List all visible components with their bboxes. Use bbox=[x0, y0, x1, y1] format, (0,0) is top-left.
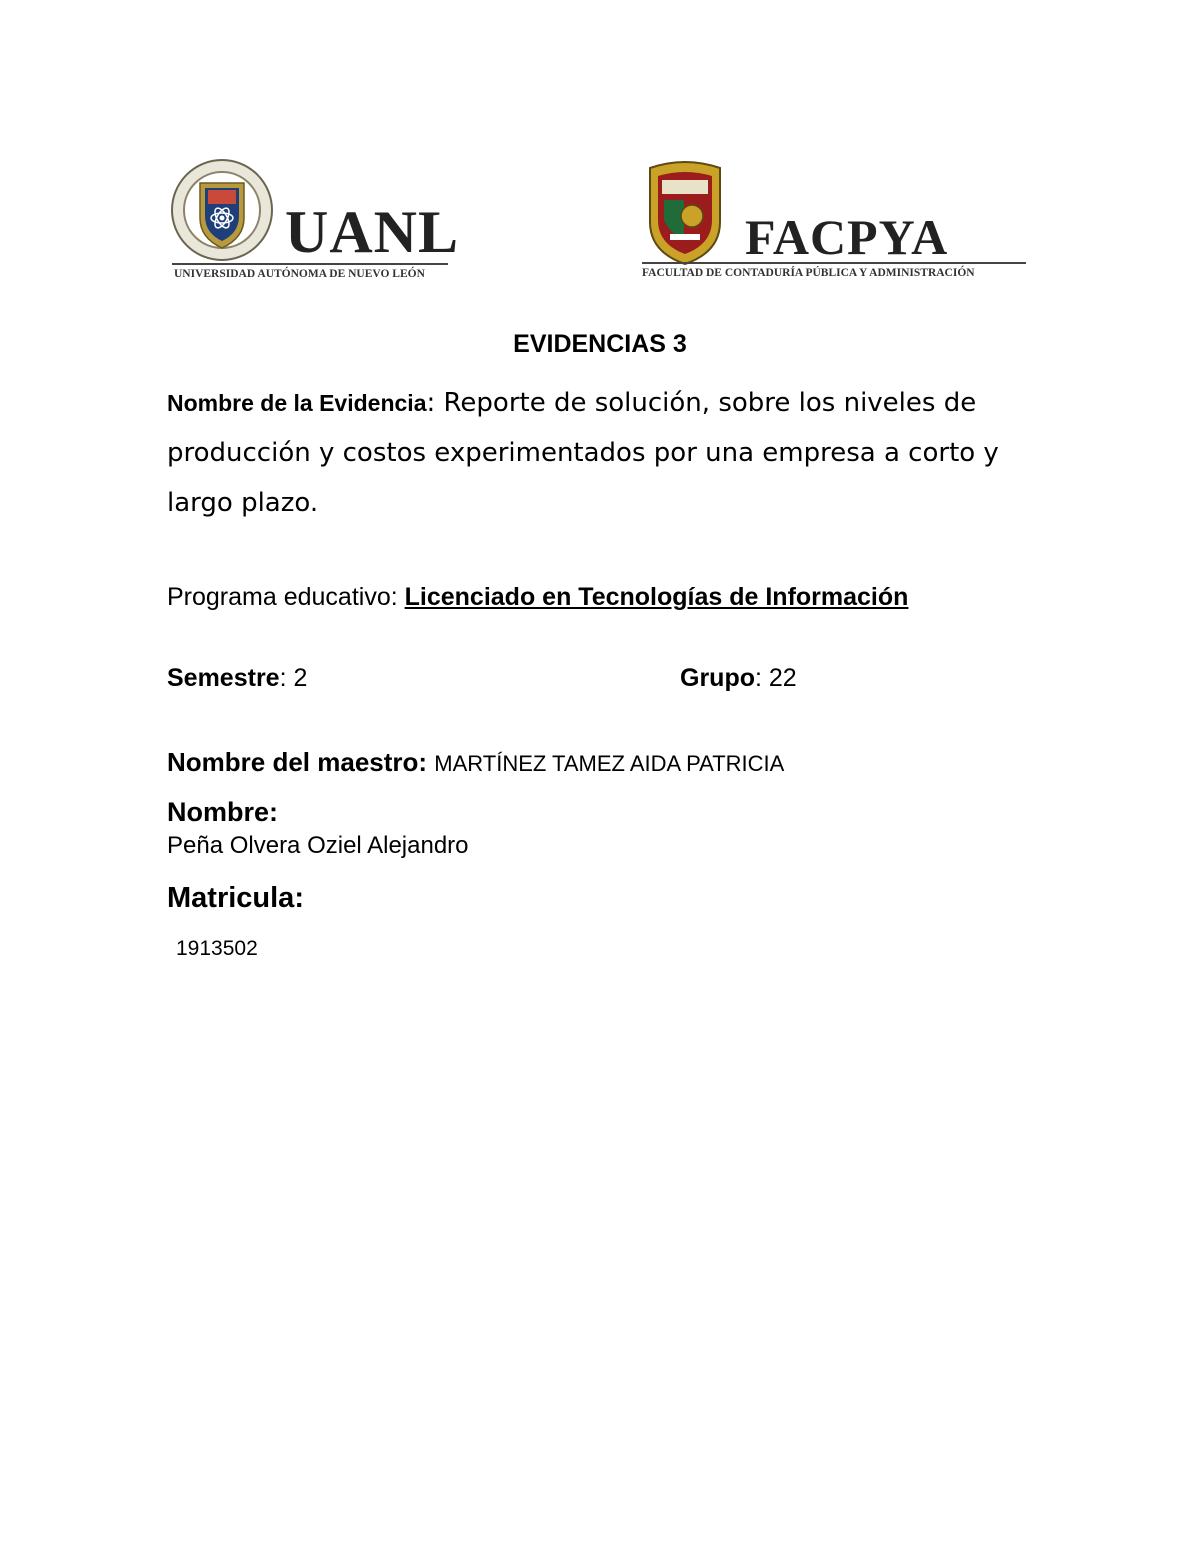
programa-value: Licenciado en Tecnologías de Información bbox=[404, 583, 909, 611]
facpya-divider bbox=[642, 262, 1026, 264]
uanl-subtitle: UNIVERSIDAD AUTÓNOMA DE NUEVO LEÓN bbox=[174, 268, 425, 280]
evidence-colon: : bbox=[426, 388, 436, 418]
grupo bbox=[680, 664, 797, 693]
grupo-label: Grupo bbox=[680, 664, 755, 692]
programa-educativo bbox=[167, 583, 908, 612]
uanl-logo bbox=[170, 158, 460, 288]
nombre-value: Peña Olvera Oziel Alejandro bbox=[167, 832, 469, 859]
facpya-logo bbox=[640, 160, 1030, 285]
semestre-value: : 2 bbox=[279, 664, 308, 692]
facpya-subtitle: FACULTAD DE CONTADURÍA PÚBLICA Y ADMINISTRACIÓN bbox=[642, 267, 975, 279]
uanl-divider bbox=[172, 263, 448, 265]
evidence-text: Reporte de solución, sobre los niveles de producción y costos experimentados por una empresa a corto y largo plazo. bbox=[167, 388, 999, 518]
semestre-label: Semestre bbox=[167, 664, 280, 692]
uanl-wordmark: UANL bbox=[285, 199, 460, 265]
maestro-label: Nombre del maestro: bbox=[167, 747, 435, 777]
programa-label: Programa educativo: bbox=[167, 583, 405, 611]
matricula-value: 1913502 bbox=[176, 937, 258, 960]
document-title: EVIDENCIAS 3 bbox=[513, 330, 687, 358]
grupo-value: : 22 bbox=[755, 664, 797, 692]
evidence-label: Nombre de la Evidencia bbox=[167, 390, 427, 416]
semestre bbox=[167, 664, 307, 693]
maestro-value: MARTÍNEZ TAMEZ AIDA PATRICIA bbox=[434, 751, 785, 776]
evidence-name bbox=[167, 380, 1047, 530]
matricula-label: Matricula: bbox=[167, 882, 304, 914]
facpya-shield-icon bbox=[640, 160, 730, 270]
facpya-wordmark: FACPYA bbox=[745, 209, 949, 265]
maestro bbox=[167, 747, 784, 778]
nombre-label: Nombre: bbox=[167, 797, 279, 827]
